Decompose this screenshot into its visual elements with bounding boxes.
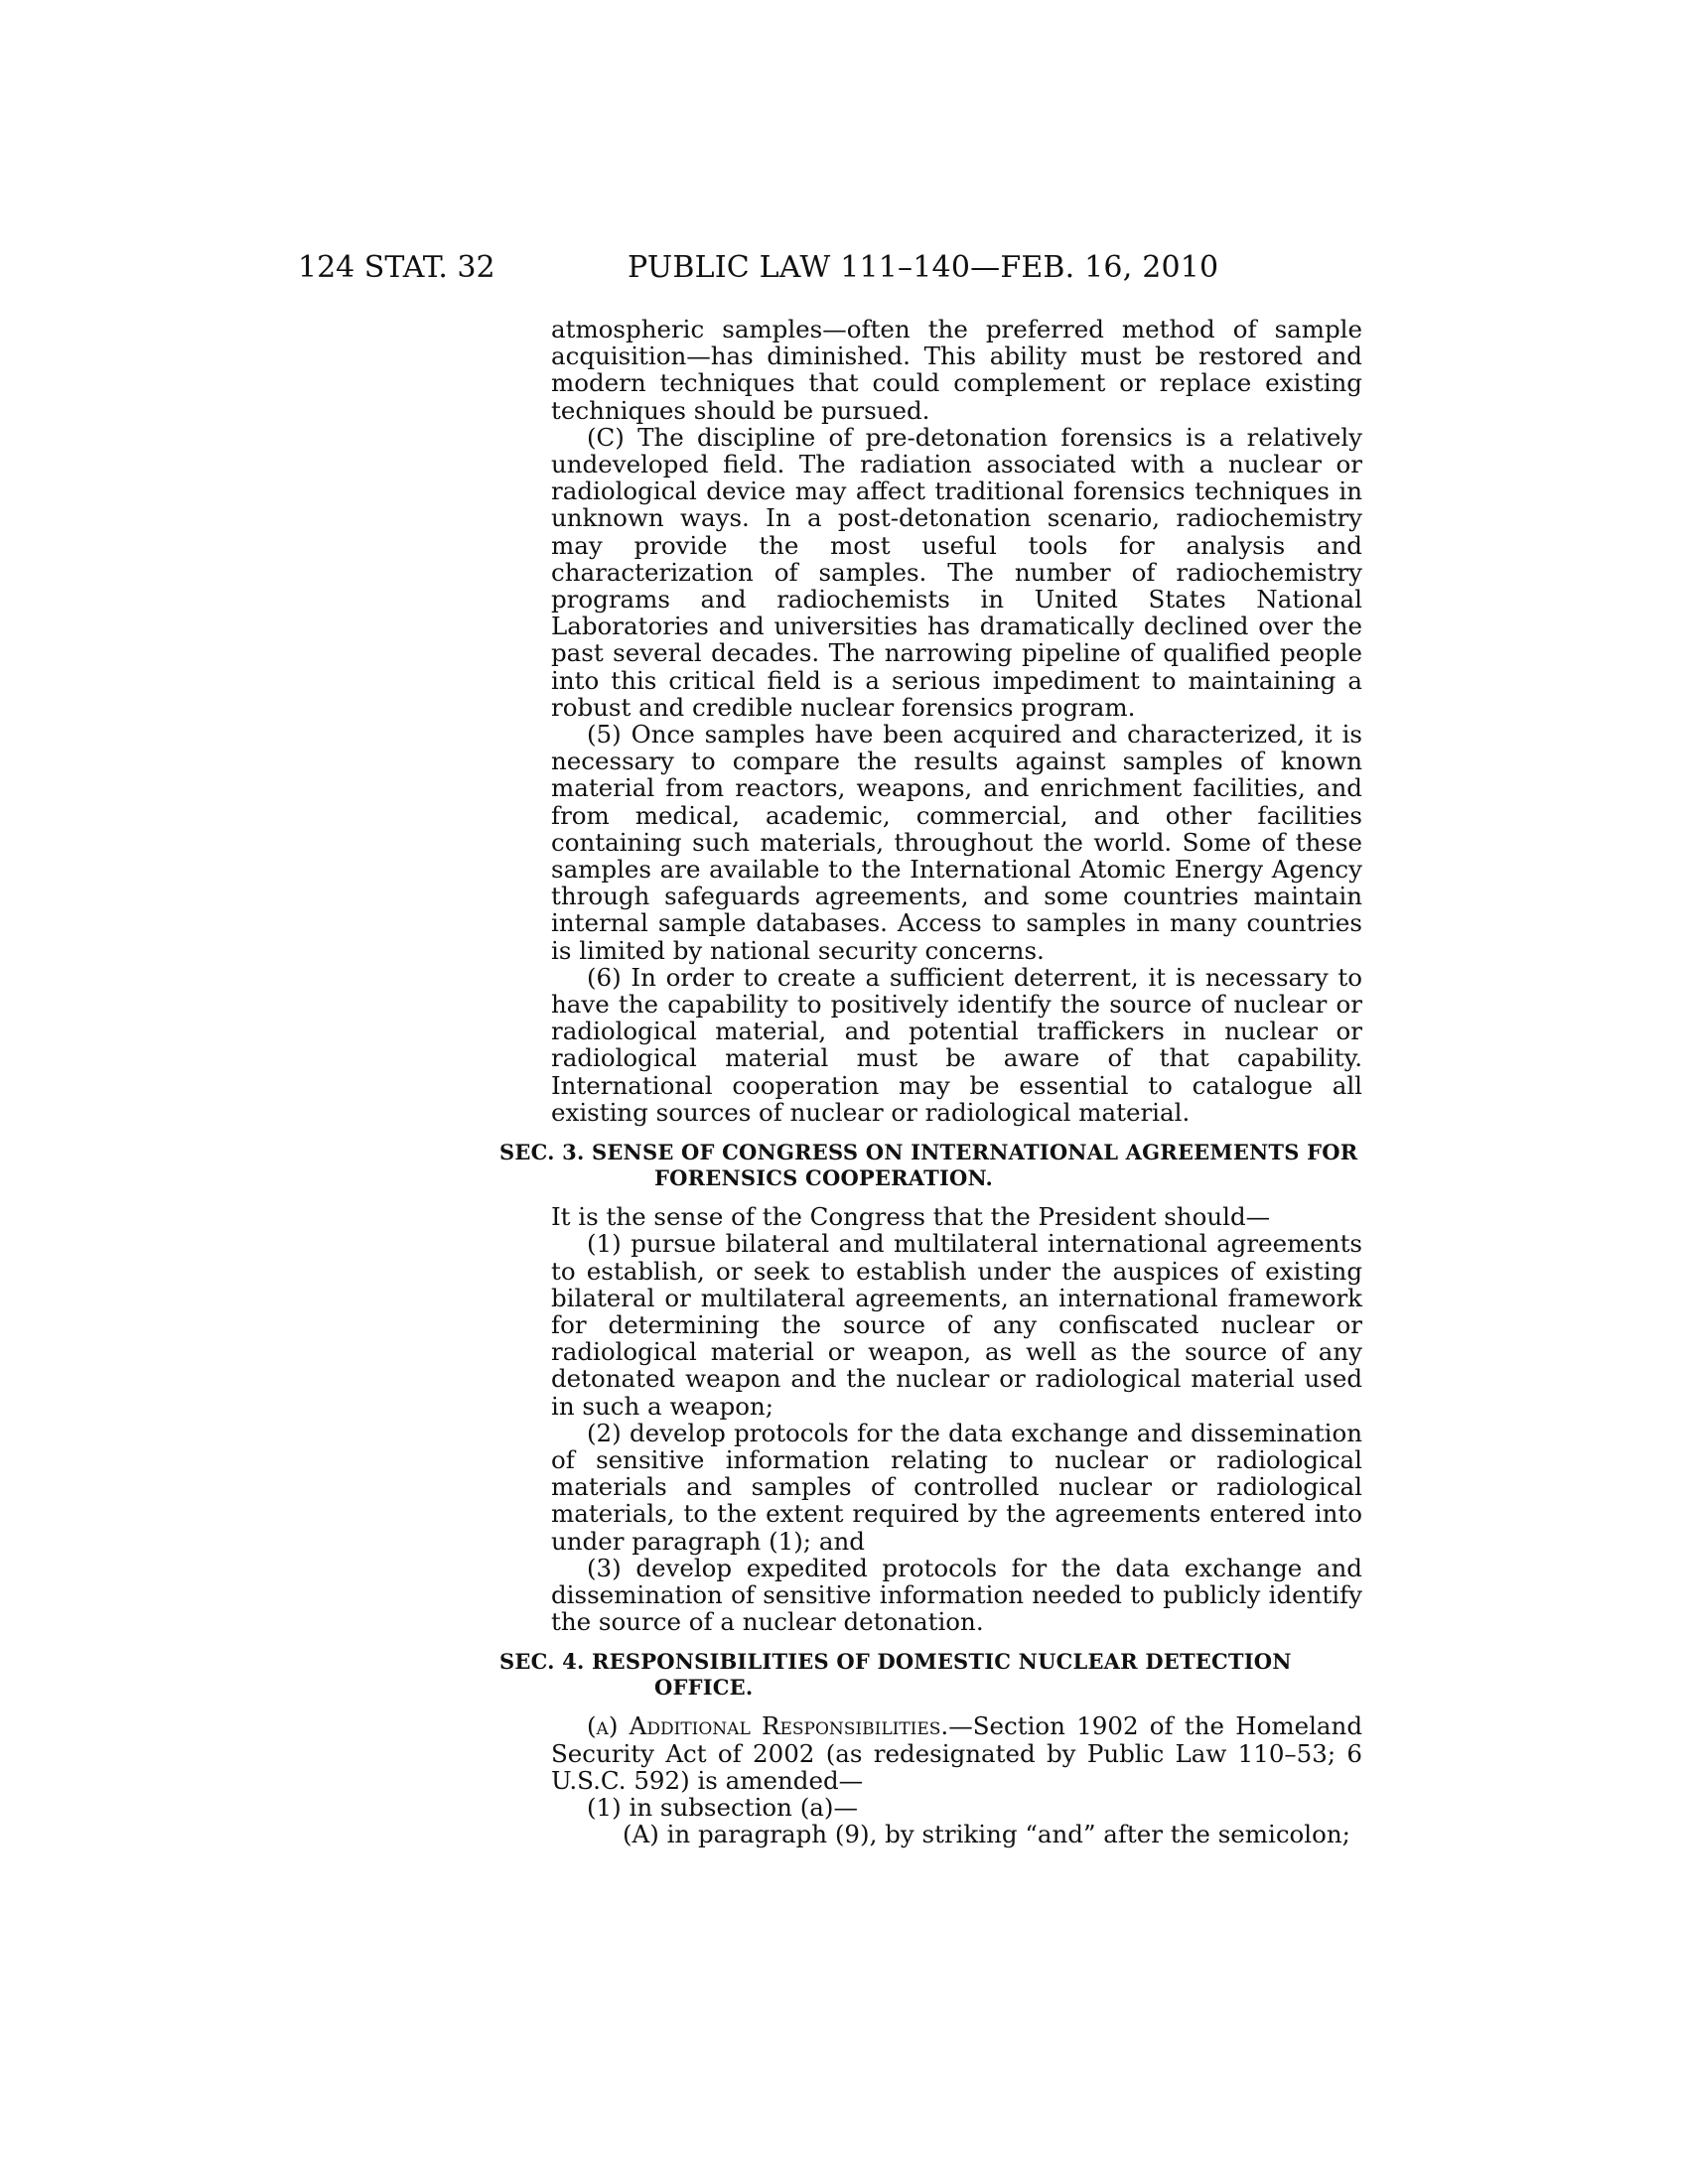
page-header (298, 248, 1390, 288)
section-3-title-line1: SENSE OF CONGRESS ON INTERNATIONAL AGREEMENTS FOR (591, 1140, 1358, 1165)
section-4-title-line2: OFFICE. (654, 1675, 754, 1701)
section-4-heading (499, 1649, 1362, 1701)
paragraph-sense-of-congress: It is the sense of the Congress that the President should— (551, 1202, 1271, 1232)
paragraph-1-bilateral: (1) pursue bilateral and multilateral international agreements to establish, or seek to establish under the auspices of existing bilateral or multilateral agreements, an international framework for determining the source of any confiscated nuclear or radiological material or weapon, as well as the source of any detonated weapon and the nuclear or radiological material used in such a weapon; (551, 1229, 1362, 1421)
subsection-heading: (a) Additional Responsibilities. (587, 1711, 949, 1741)
paragraph-5-samples: (5) Once samples have been acquired and characterized, it is necessary to compare the results against samples of known material from reactors, weapons, and enrichment facilities, and from medical, academic, commercial, and other facilities containing such materials, throughout the world. Some of these samples are available to the International Atomic Energy Agency through safeguards agreements, and some countries maintain internal sample databases. Access to samples in many countries is limited by national security concerns. (551, 720, 1362, 965)
section-4-title-line1: RESPONSIBILITIES OF DOMESTIC NUCLEAR DETECTION (591, 1649, 1292, 1675)
paragraph-c-pre-detonation: (C) The discipline of pre-detonation forensics is a relatively undeveloped field. The radiation associated with a nuclear or radiological device may affect traditional forensics techniques in unknown ways. In a post-detonation scenario, radiochemistry may provide the most useful tools for analysis and characterization of samples. The number of radiochemistry programs and radiochemists in United States National Laboratories and universities has dramatically declined over the past several decades. The narrowing pipeline of qualified people into this critical field is a serious impediment to maintaining a robust and credible nuclear forensics program. (551, 422, 1362, 722)
section-3-title-line2: FORENSICS COOPERATION. (654, 1165, 994, 1191)
law-text-body (499, 315, 1362, 1849)
paragraph-3-expedited: (3) develop expedited protocols for the data exchange and dissemination of sensitive information needed to publicly identify the source of a nuclear detonation. (551, 1553, 1362, 1637)
section-3-label: SEC. 3. (499, 1140, 585, 1165)
statute-page-number: 124 STAT. 32 (298, 250, 495, 285)
section-3-heading (499, 1140, 1362, 1191)
section-4-label: SEC. 4. (499, 1649, 585, 1675)
subsection-text: —Section 1902 of the Homeland Security Act of 2002 (as redesignated by Public Law 110–53; 6 U.S.C. 592) is amended— (551, 1711, 1362, 1795)
paragraph-atmospheric-samples: atmospheric samples—often the preferred method of sample acquisition—has diminished. This ability must be restored and modern techniques that could complement or replace existing techniques should be pursued. (551, 315, 1362, 425)
paragraph-6-deterrent: (6) In order to create a sufficient deterrent, it is necessary to have the capability to positively identify the source of nuclear or radiological material, and potential traffickers in nuclear or radiological material must be aware of that capability. International cooperation may be essential to catalogue all existing sources of nuclear or radiological material. (551, 962, 1362, 1127)
paragraph-a-striking-and: (A) in paragraph (9), by striking “and” after the semicolon; (623, 1820, 1350, 1849)
public-law-title: PUBLIC LAW 111–140—FEB. 16, 2010 (628, 250, 1219, 285)
paragraph-a-additional-responsibilities (551, 1712, 1362, 1794)
paragraph-1-subsection-a: (1) in subsection (a)— (587, 1792, 858, 1822)
paragraph-2-protocols: (2) develop protocols for the data exchange and dissemination of sensitive information relating to nuclear or radiological materials and samples of controlled nuclear or radiological materials, to the extent required by the agreements entered into under paragraph (1); and (551, 1418, 1362, 1556)
